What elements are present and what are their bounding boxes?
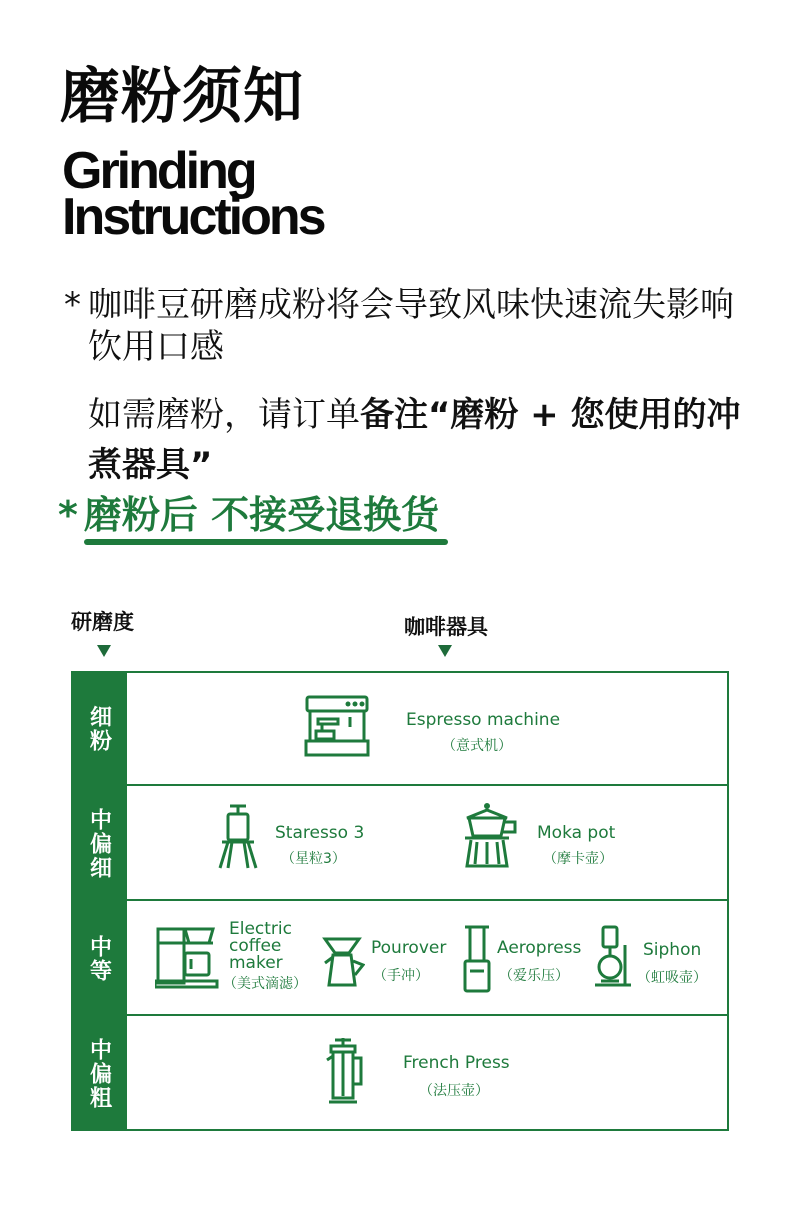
brewer-name: Espresso machine: [406, 710, 561, 730]
brewer-name: [229, 921, 292, 972]
brewer-name: Aeropress: [497, 938, 582, 958]
brewer-arrow-icon: [438, 645, 452, 657]
note-flavor-text: 咖啡豆研磨成粉将会导致风味快速流失影响饮用口感: [88, 285, 734, 367]
grind-level-arrow-icon: [97, 645, 111, 657]
brewer-name-cn: （手冲）: [373, 968, 429, 984]
brewer-cell: [127, 901, 729, 1016]
moka-pot-icon: [459, 802, 521, 874]
brewer-name: Staresso 3: [275, 823, 365, 843]
grind-level-cell: [71, 786, 127, 901]
brewer-name-line2: coffee: [229, 936, 282, 956]
espresso-machine-icon: [302, 693, 372, 763]
brewer-name: French Press: [403, 1053, 510, 1073]
note-remark-bold: 备注“磨粉 + 您使用的冲煮器具”: [88, 395, 741, 485]
french-press-icon: [323, 1036, 365, 1108]
page-title-en: [62, 142, 324, 246]
note-remark-plain: 如需磨粉，请订单: [88, 395, 360, 435]
brewer-name-cn: （摩卡壶）: [543, 851, 613, 867]
warning-asterisk: *: [58, 493, 78, 537]
grind-level-label: 细粉: [86, 704, 112, 753]
brewer-name-cn: （美式滴滤）: [223, 976, 307, 992]
table-row: [71, 786, 729, 901]
pourover-icon: [321, 935, 365, 991]
drip-coffee-maker-icon: [155, 923, 219, 989]
table-row: [71, 901, 729, 1016]
grind-level-label: 中偏细: [86, 807, 112, 880]
brewer-header: 咖啡器具: [404, 615, 488, 639]
brewer-name-cn: （意式机）: [442, 738, 512, 754]
warning-no-return: [58, 490, 439, 540]
brewer-cell: [127, 1016, 729, 1131]
table-row: [71, 671, 729, 786]
brewer-name-cn: （爱乐压）: [499, 968, 569, 984]
brewer-name-line3: maker: [229, 953, 283, 973]
note-flavor-loss: [64, 284, 764, 368]
grind-level-label: 中偏粗: [86, 1037, 112, 1110]
title-en-line1: Grinding: [62, 142, 255, 200]
note-order-remark: [88, 390, 768, 490]
brewer-name: Pourover: [371, 938, 447, 958]
staresso-icon: [215, 802, 261, 874]
asterisk: *: [64, 285, 81, 325]
grind-level-cell: [71, 671, 127, 786]
brewer-name-cn: （星粒3）: [281, 851, 346, 867]
warning-underline: [84, 539, 448, 545]
grind-table: [71, 671, 729, 1131]
grind-level-cell: [71, 901, 127, 1016]
brewer-name-cn: （虹吸壶）: [637, 970, 707, 986]
brewer-name-cn: （法压壶）: [419, 1083, 489, 1099]
page-title-cn: 磨粉须知: [60, 62, 304, 132]
warning-text: 磨粉后 不接受退换货: [83, 493, 440, 537]
brewer-name: Siphon: [643, 940, 702, 960]
brewer-name: Moka pot: [537, 823, 616, 843]
siphon-icon: [593, 925, 633, 993]
brewer-cell: [127, 786, 729, 901]
grind-level-header: 研磨度: [71, 610, 134, 634]
brewer-cell: [127, 671, 729, 786]
aeropress-icon: [461, 923, 493, 995]
grind-level-label: 中等: [86, 934, 112, 983]
grind-level-cell: [71, 1016, 127, 1131]
brewer-name-line1: Electric: [229, 919, 292, 939]
title-en-line2: Instructions: [62, 188, 324, 246]
table-row: [71, 1016, 729, 1131]
